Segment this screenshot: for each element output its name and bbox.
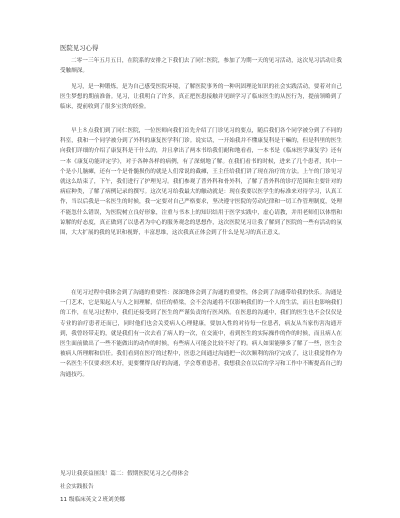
next-article-line: 见习让我获益匪浅！篇二：假期医院见习之心得体会	[60, 471, 189, 477]
document-title: 医院见习心得	[60, 44, 99, 52]
paragraph-3: 早上８点我们到了同仁医院，一位医师向我们首先介绍了门诊见习的要点，随后我们各个同学被分到了不同的科室，我和一个同学被分到了外科的康复医学科门诊。说实话，一开始我并不懂康复科是干嘛的，但是科里的医生向我们详细的介绍了康复科是干什么的，并且拿出了两本书给我们耐和地看看，一本书是《临床医学康复学》还有一本《康复功能评定学》，对于各种各样的病例，有了深刻地了解。在我们看书的时候，进来了几个患者，其中一个是小儿脑瘫，还有一个是骨髓损伤的就是人们常说的截瘫，王主任给我们讲了现在治疗的方法。上午的门诊见习就这么结束了，下午，我们进行了护理见习。我们参观了普外科和骨外科，了解了普外科的诊疗范围和主要针对的病症种类，了解了病例记录的撰写。这次见习给我最大的触动就是：现在我要以医学生的标准来对待学习，认真工作，当以后我是一名医生的时候，我一定要对自己严格要求，坚决遵守医院的劳动纪律和一切工作管理制度，处理不能忽什么错误，为医院树立良好形象，注重与书本上的知识结用于医学实践中，虚心请教，并用老师们以体惜和谅解的好态度，真正做到了以患者为中心的服务观念的思想作，这次医院见习让我了解到了医院的一些有活动的氛围，大大扩展的我的见识和视野，丰富思维，这次我真正体会到了什么是见习的真正意义。	[60, 128, 342, 237]
author-line: 11 级临床英文２班刘美娜	[60, 497, 125, 503]
report-heading: 社会实践报告	[60, 484, 94, 490]
paragraph-2: 见习，是一种锻炼，是为自己感受医院环境，了解医院事务的一种巩固理论知识的社会实践活动，要着对自己医生梦想的期前准备。见习，让我明白了许多，真正把医患接触并见顾学习了临床医生的从医行为，提前领略到了临床，提前收到了很多宝贵的经验。	[60, 84, 342, 111]
paragraph-4: 在见习过程中我体会到了沟通的重要性：深深地体会到了沟通的重要性，体会到了沟通带给我的快乐。沟通是一门艺术，它是架起人与人之间理解，信任的桥梁，会不会沟通将不仅影响我们的一个人的生活，而且也影响我们的工作，在见习过程中，我们还接受到了医生的严谨负责的行医风格。在医患的沟通中，我们的医生也不会仅仅是专业的治疗患者还而已，同时他们也会关爱病人心理健康，要加入性的对待每一位患者，病友从当家伤害沟通开到，我曾经带走的，就是我们有一次去看了病人的一次，在交流中，看到医生的实际操作的作的时候，而且病人在医生面前做出了一些不能做出的动作的时候，有些病人可能会比较不好了的。病人如果能够多了解了一些，医生会被病人所理解和信任。我们看到在医疗的过程中，医患之间通过沟通把一次次顺利的治疗完成了，这让我觉得作为一名医生不仅要求医术好，更要懂得良好的沟通，学会尊重患者，我想我会在以后的学习和工作中不断提高自己的沟通技巧。	[60, 290, 342, 378]
paragraph-1: 二零一三年五月五日，在院系的安排之下我们去了同仁医院，参加了为期一天的见习活动，这次见习活动让我受触颇深。	[60, 58, 342, 75]
